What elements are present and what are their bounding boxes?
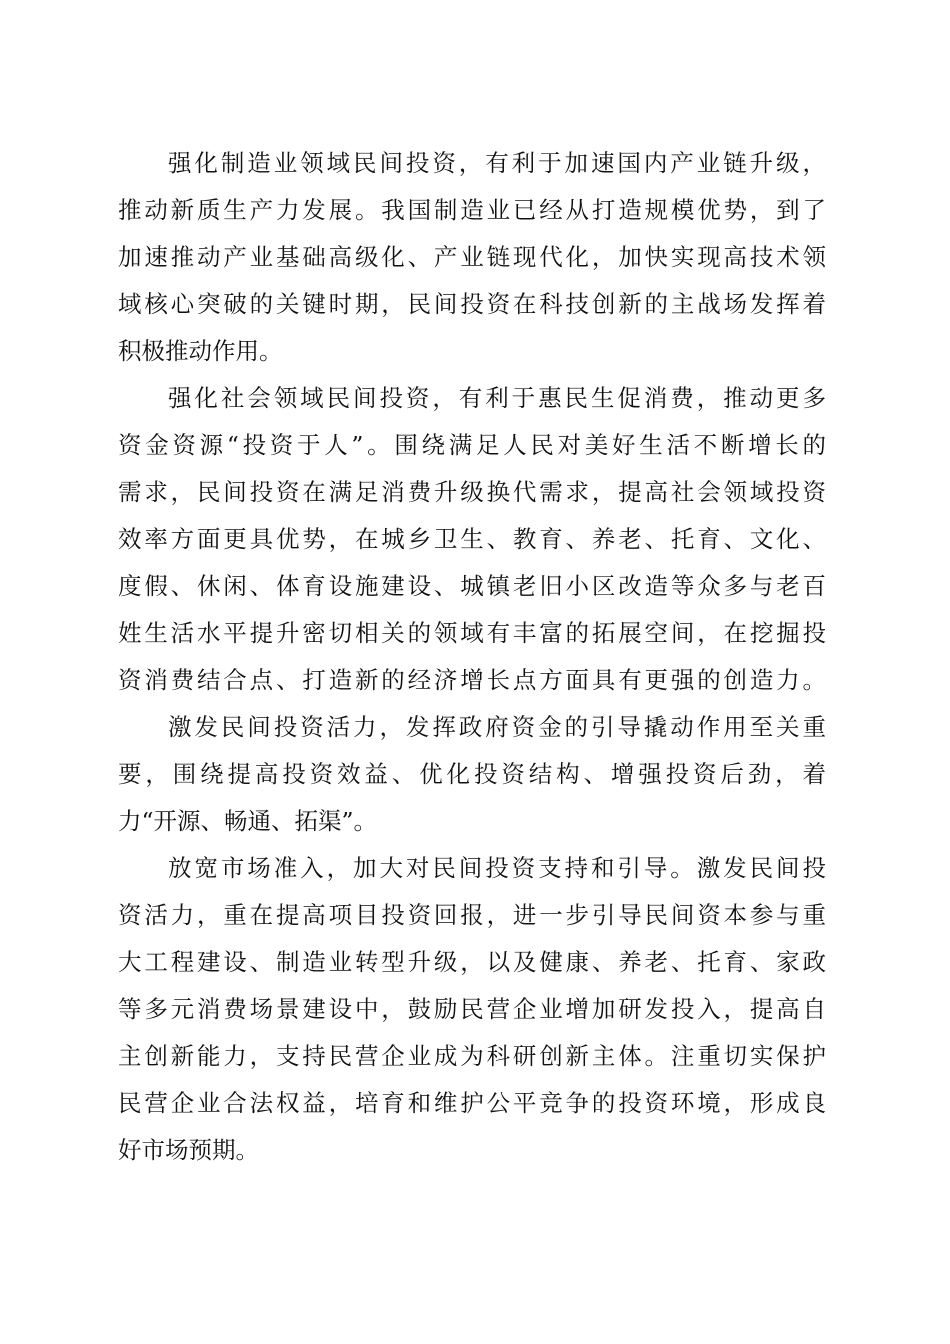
paragraph-line: 资消费结合点、打造新的经济增长点方面具有更强的创造力。 bbox=[118, 666, 826, 694]
paragraph-line: 度假、休闲、体育设施建设、城镇老旧小区改造等众多与老百 bbox=[118, 572, 826, 600]
paragraph-line: 激发民间投资活力，发挥政府资金的引导撬动作用至关重 bbox=[168, 713, 826, 741]
paragraph-manufacturing-investment bbox=[118, 140, 826, 375]
paragraph-line: 等多元消费场景建设中，鼓励民营企业增加研发投入，提高自 bbox=[118, 995, 826, 1023]
paragraph-line: 积极推动作用。 bbox=[118, 337, 283, 365]
paragraph-line: 效率方面更具优势，在城乡卫生、教育、养老、托育、文化、 bbox=[118, 525, 826, 553]
paragraph-line: 要，围绕提高投资效益、优化投资结构、增强投资后劲，着 bbox=[118, 760, 826, 788]
paragraph-market-access bbox=[118, 845, 826, 1174]
paragraph-line: 大工程建设、制造业转型升级，以及健康、养老、托育、家政 bbox=[118, 948, 826, 976]
paragraph-line: 需求，民间投资在满足消费升级换代需求，提高社会领域投资 bbox=[118, 478, 826, 506]
paragraph-line: 强化制造业领域民间投资，有利于加速国内产业链升级， bbox=[168, 149, 826, 177]
paragraph-line: 强化社会领域民间投资，有利于惠民生促消费，推动更多 bbox=[168, 384, 826, 412]
paragraph-line: 资金资源“投资于人”。围绕满足人民对美好生活不断增长的 bbox=[118, 431, 826, 459]
paragraph-line: 推动新质生产力发展。我国制造业已经从打造规模优势，到了 bbox=[118, 196, 826, 224]
paragraph-line: 域核心突破的关键时期，民间投资在科技创新的主战场发挥着 bbox=[118, 290, 826, 318]
paragraph-line: 资活力，重在提高项目投资回报，进一步引导民间资本参与重 bbox=[118, 901, 826, 929]
paragraph-line: 主创新能力，支持民营企业成为科研创新主体。注重切实保护 bbox=[118, 1042, 826, 1070]
document-body bbox=[118, 140, 826, 1174]
paragraph-line: 放宽市场准入，加大对民间投资支持和引导。激发民间投 bbox=[168, 854, 826, 882]
paragraph-line: 民营企业合法权益，培育和维护公平竞争的投资环境，形成良 bbox=[118, 1089, 826, 1117]
paragraph-government-funding bbox=[118, 704, 826, 845]
paragraph-line: 加速推动产业基础高级化、产业链现代化，加快实现高技术领 bbox=[118, 243, 826, 271]
paragraph-line: 力“开源、畅通、拓渠”。 bbox=[118, 807, 378, 835]
paragraph-social-investment bbox=[118, 375, 826, 704]
paragraph-line: 姓生活水平提升密切相关的领域有丰富的拓展空间，在挖掘投 bbox=[118, 619, 826, 647]
paragraph-line: 好市场预期。 bbox=[118, 1136, 259, 1164]
